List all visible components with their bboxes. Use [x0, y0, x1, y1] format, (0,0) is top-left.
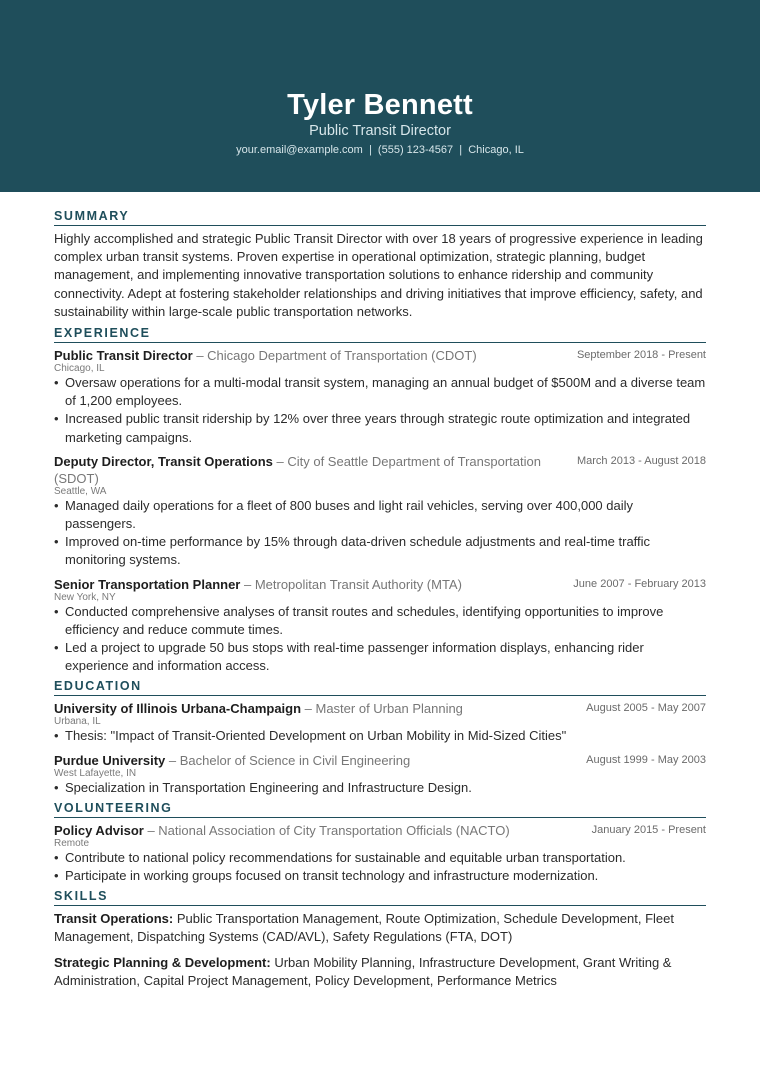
- resume-body: [0, 192, 760, 990]
- section-heading: SUMMARY: [54, 208, 706, 226]
- volunteering-entry: [54, 822, 706, 885]
- entry-organization: – Chicago Department of Transportation (CDOT): [192, 348, 477, 364]
- skill-group: [54, 954, 706, 990]
- bullet-item: • Conducted comprehensive analyses of transit routes and schedules, identifying opportunities to improve efficiency and reduce commute times.: [54, 603, 664, 637]
- entry-school: Purdue University: [54, 752, 166, 768]
- skill-label: Strategic Planning & Development:: [54, 954, 271, 970]
- entry-location: West Lafayette, IN: [54, 767, 137, 779]
- bullet-item: • Managed daily operations for a fleet of 800 buses and light rail vehicles, serving over 400,000 daily passengers.: [54, 497, 634, 532]
- entry-location: New York, NY: [54, 591, 116, 603]
- entry-school: University of Illinois Urbana-Champaign: [54, 701, 302, 717]
- entry-date: June 2007 - February 2013: [573, 577, 706, 590]
- summary-section: [54, 208, 706, 321]
- bullet-item: • Increased public transit ridership by 12% over three years through strategic route optimization and integrated marketing campaigns.: [54, 411, 691, 445]
- entry-role: Public Transit Director: [54, 348, 193, 364]
- experience-section: [54, 325, 706, 675]
- bullet-item: • Thesis: "Impact of Transit-Oriented Development on Urban Mobility in Mid-Sized Cities": [54, 728, 567, 744]
- entry-date: March 2013 - August 2018: [576, 454, 706, 467]
- entry-role: Deputy Director, Transit Operations: [54, 453, 273, 469]
- experience-entry: [54, 347, 706, 447]
- candidate-name: Tyler Bennett: [287, 89, 473, 121]
- section-heading: EDUCATION: [54, 678, 706, 696]
- entry-date: August 2005 - May 2007: [586, 702, 706, 715]
- entry-degree: – Master of Urban Planning: [301, 701, 463, 717]
- bullet-item: • Specialization in Transportation Engineering and Infrastructure Design.: [54, 779, 472, 795]
- section-heading: SKILLS: [54, 888, 706, 906]
- bullet-item: • Participate in working groups focused on transit technology and infrastructure modernization.: [54, 868, 599, 884]
- skills-section: [54, 888, 706, 990]
- skill-group: [54, 910, 706, 946]
- resume-header: [0, 0, 760, 192]
- education-entry: [54, 752, 706, 797]
- bullet-item: • Contribute to national policy recommendations for sustainable and equitable urban transportation.: [54, 849, 626, 865]
- section-heading: VOLUNTEERING: [54, 800, 706, 818]
- entry-role: Policy Advisor: [54, 822, 144, 838]
- entry-organization: – City of Seattle Department of Transportation (SDOT): [54, 453, 541, 486]
- bullet-item: • Improved on-time performance by 15% through data-driven schedule adjustments and real-time traffic monitoring systems.: [54, 534, 651, 568]
- experience-entry: [54, 576, 706, 676]
- entry-location: Urbana, IL: [54, 716, 101, 728]
- summary-text: Highly accomplished and strategic Public Transit Director with over 18 years of progressive experience in leading complex urban transit systems. Proven expertise in operational optimization, strategic planning, budget management, and implementing innovative transportation solutions to enhance ridership and community connectivity. Adept at fostering stakeholder relationships and driving initiatives that improve efficiency, safety, and sustainability within large-scale public transportation networks.: [54, 231, 703, 319]
- education-entry: [54, 700, 706, 745]
- entry-date: January 2015 - Present: [591, 823, 706, 836]
- contact-line: your.email@example.com | (555) 123-4567 | Chicago, IL: [236, 144, 524, 156]
- entry-date: September 2018 - Present: [576, 349, 706, 362]
- bullet-item: • Led a project to upgrade 50 bus stops with real-time passenger information displays, enhancing rider experience and information access.: [54, 640, 644, 674]
- entry-location: Seattle, WA: [54, 485, 107, 497]
- bullet-item: • Oversaw operations for a multi-modal transit system, managing an annual budget of $500M and a diverse team of 1,200 employees.: [54, 375, 706, 409]
- entry-location: Remote: [54, 837, 90, 849]
- education-section: [54, 678, 706, 796]
- skill-label: Transit Operations:: [54, 911, 174, 927]
- entry-date: August 1999 - May 2003: [586, 753, 706, 766]
- entry-role: Senior Transportation Planner: [54, 576, 241, 592]
- skill-list: Public Transportation Management, Route Optimization, Schedule Development, Fleet Management, Dispatching Systems (CAD/AVL), Safety Regulations (FTA, DOT): [54, 911, 674, 945]
- entry-location: Chicago, IL: [54, 363, 105, 375]
- entry-degree: – Bachelor of Science in Civil Engineering: [165, 752, 411, 768]
- skill-list: Urban Mobility Planning, Infrastructure Development, Grant Writing & Administration, Capital Project Management, Policy Development, Performance Metrics: [54, 954, 672, 988]
- section-heading: EXPERIENCE: [54, 325, 706, 343]
- experience-entry: [54, 453, 706, 570]
- entry-organization: – Metropolitan Transit Authority (MTA): [240, 576, 462, 592]
- candidate-title: Public Transit Director: [309, 123, 451, 139]
- volunteering-section: [54, 800, 706, 885]
- entry-organization: – National Association of City Transportation Officials (NACTO): [143, 822, 510, 838]
